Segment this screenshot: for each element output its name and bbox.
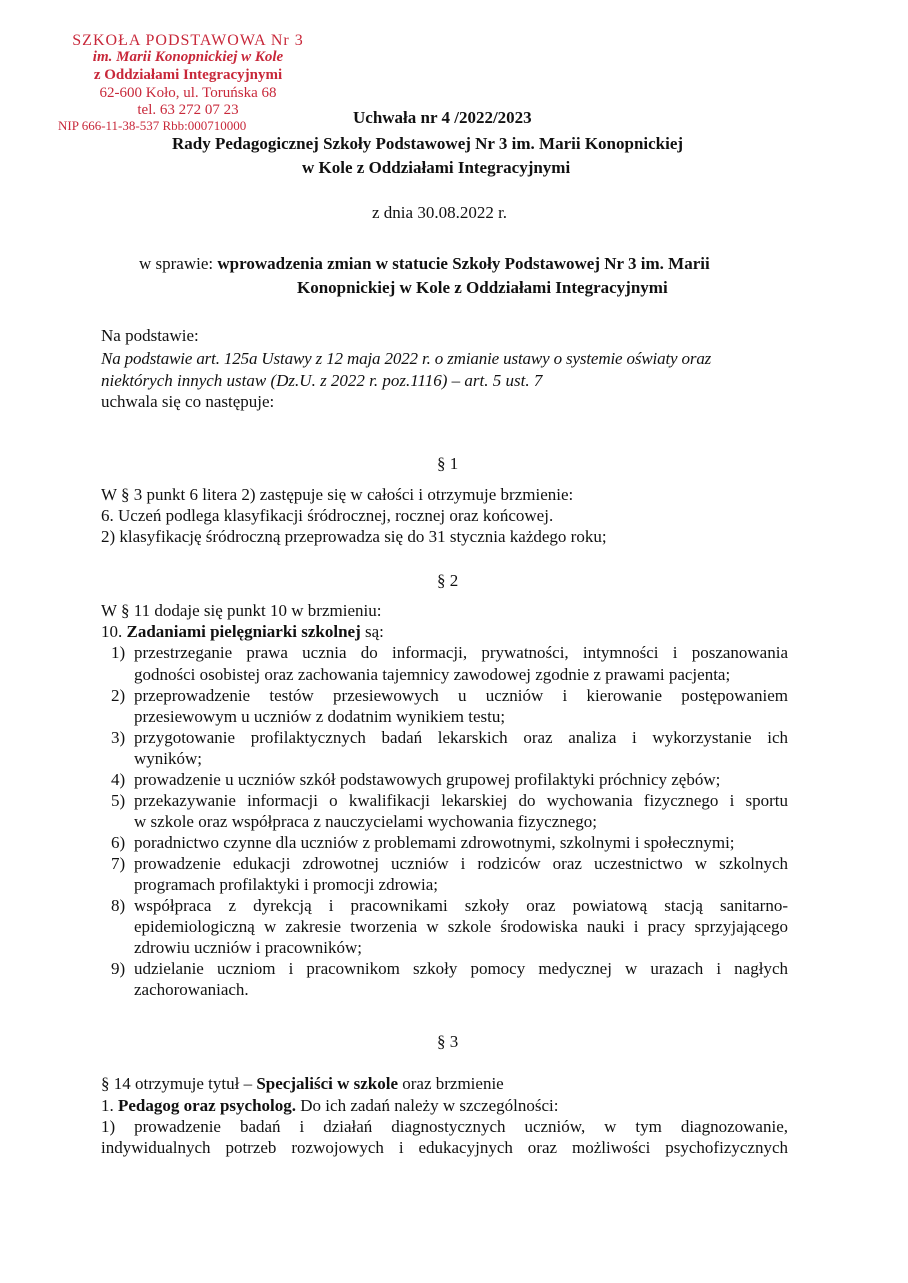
list-item-9-num: 9) bbox=[111, 959, 126, 978]
basis-label: Na podstawie: bbox=[101, 326, 199, 345]
point-bold: Zadaniami pielęgniarki szkolnej bbox=[126, 622, 361, 641]
list-item-7-line-1: prowadzenie edukacji zdrowotnej uczniów i rodziców oraz uczestnictwo w szkolnych bbox=[134, 854, 788, 873]
list-item-6-line-1: poradnictwo czynne dla uczniów z problemami zdrowotnymi, szkolnymi i społecznymi; bbox=[134, 833, 735, 852]
list-item-4-line-1: prowadzenie u uczniów szkół podstawowych grupowej profilaktyki próchnicy zębów; bbox=[134, 770, 721, 789]
section-3-line-2: indywidualnych potrzeb rozwojowych i edukacyjnych oraz możliwości psychofizycznych bbox=[101, 1138, 788, 1157]
resolution-date: z dnia 30.08.2022 r. bbox=[372, 203, 508, 222]
list-item-6-num: 6) bbox=[111, 833, 126, 852]
intro-bold: Specjaliści w szkole bbox=[256, 1074, 398, 1093]
list-item-1-line-2: godności osobistej oraz zachowania tajemnicy zawodowej zgodnie z prawami pacjenta; bbox=[134, 665, 731, 684]
section-2-heading: § 2 bbox=[437, 571, 459, 590]
subject-bold-1: wprowadzenia zmian w statucie Szkoły Podstawowej Nr 3 im. Marii bbox=[217, 254, 710, 273]
list-item-1-line-1: przestrzeganie prawa ucznia do informacji, prywatności, intymności i poszanowania bbox=[134, 643, 788, 662]
intro-prefix: § 14 otrzymuje tytuł – bbox=[101, 1074, 257, 1093]
resolution-subtitle-1: Rady Pedagogicznej Szkoły Podstawowej Nr 3 im. Marii Konopnickiej bbox=[172, 134, 684, 153]
p1-prefix: 1. bbox=[101, 1096, 118, 1115]
basis-line-2: niektórych innych ustaw (Dz.U. z 2022 r. poz.1116) – art. 5 ust. 7 bbox=[101, 371, 543, 390]
list-item-5-line-1: przekazywanie informacji o kwalifikacji lekarskiej do wychowania fizycznego i sportu bbox=[134, 791, 788, 810]
p1-suffix: Do ich zadań należy w szczególności: bbox=[296, 1096, 559, 1115]
list-item-2-num: 2) bbox=[111, 686, 126, 705]
list-item-7-line-2: programach profilaktyki i promocji zdrowia; bbox=[134, 875, 439, 894]
resolution-subject-line-2: Konopnickiej w Kole z Oddziałami Integracyjnymi bbox=[297, 278, 668, 297]
point-suffix: są: bbox=[360, 622, 384, 641]
intro-suffix: oraz brzmienie bbox=[398, 1074, 504, 1093]
list-item-8-num: 8) bbox=[111, 896, 126, 915]
stamp-line-2: im. Marii Konopnickiej w Kole bbox=[92, 49, 284, 65]
list-item-2-line-1: przeprowadzenie testów przesiewowych u uczniów i kierowanie postępowaniem bbox=[134, 686, 788, 705]
resolution-title: Uchwała nr 4 /2022/2023 bbox=[353, 108, 532, 127]
stamp-line-6: NIP 666-11-38-537 Rbb:000710000 bbox=[58, 118, 247, 132]
list-item-4-num: 4) bbox=[111, 770, 126, 789]
list-item-8-line-3: zdrowiu uczniów i pracowników; bbox=[134, 938, 363, 957]
section-3-point-1 bbox=[101, 1095, 558, 1116]
list-item-7-num: 7) bbox=[111, 854, 126, 873]
stamp-line-4: 62-600 Koło, ul. Toruńska 68 bbox=[99, 85, 277, 101]
section-3-heading: § 3 bbox=[437, 1032, 459, 1051]
list-item-9-line-1: udzielanie uczniom i pracownikom szkoły pomocy medycznej w urazach i nagłych bbox=[134, 959, 788, 978]
list-item-8-line-2: epidemiologiczną w zakresie tworzenia w szkole środowiska nauki i pracy sprzyjającego bbox=[134, 917, 788, 936]
list-item-5-line-2: w szkole oraz współpraca z nauczycielami wychowania fizycznego; bbox=[134, 812, 598, 831]
section-1-line-2: 6. Uczeń podlega klasyfikacji śródrocznej, rocznej oraz końcowej. bbox=[101, 506, 554, 525]
section-2-intro: W § 11 dodaje się punkt 10 w brzmieniu: bbox=[101, 601, 382, 620]
list-item-8-line-1: współpraca z dyrekcją i pracownikami szkoły oraz powiatową stacją sanitarno- bbox=[134, 896, 788, 915]
section-2-point bbox=[101, 621, 384, 642]
subject-prefix: w sprawie: bbox=[139, 254, 218, 273]
section-1-line-1: W § 3 punkt 6 litera 2) zastępuje się w całości i otrzymuje brzmienie: bbox=[101, 485, 574, 504]
resolution-subject-line-1 bbox=[139, 254, 710, 274]
stamp-line-3: z Oddziałami Integracyjnymi bbox=[93, 67, 283, 83]
basis-line-3: uchwala się co następuje: bbox=[101, 392, 275, 411]
section-1-heading: § 1 bbox=[437, 454, 459, 473]
stamp-line-1: SZKOŁA PODSTAWOWA Nr 3 bbox=[72, 32, 304, 49]
basis-line-1: Na podstawie art. 125a Ustawy z 12 maja 2022 r. o zmianie ustawy o systemie oświaty oraz bbox=[101, 349, 712, 368]
section-1-line-3: 2) klasyfikację śródroczną przeprowadza się do 31 stycznia każdego roku; bbox=[101, 527, 607, 546]
list-item-5-num: 5) bbox=[111, 791, 126, 810]
list-item-3-num: 3) bbox=[111, 728, 126, 747]
section-3-intro bbox=[101, 1073, 504, 1094]
list-item-3-line-1: przygotowanie profilaktycznych badań lekarskich oraz analiza i wykorzystanie ich bbox=[134, 728, 788, 747]
p1-bold: Pedagog oraz psycholog. bbox=[118, 1096, 297, 1115]
point-prefix: 10. bbox=[101, 622, 127, 641]
school-stamp bbox=[58, 32, 318, 132]
list-item-2-line-2: przesiewowym u uczniów z dodatnim wynikiem testu; bbox=[134, 707, 506, 726]
stamp-line-5: tel. 63 272 07 23 bbox=[137, 102, 239, 118]
list-item-1-num: 1) bbox=[111, 643, 126, 662]
list-item-3-line-2: wyników; bbox=[134, 749, 202, 768]
list-item-9-line-2: zachorowaniach. bbox=[134, 980, 249, 999]
resolution-subtitle-2: w Kole z Oddziałami Integracyjnymi bbox=[302, 158, 571, 177]
section-3-line-1: 1) prowadzenie badań i działań diagnostycznych uczniów, w tym diagnozowanie, bbox=[101, 1117, 788, 1136]
